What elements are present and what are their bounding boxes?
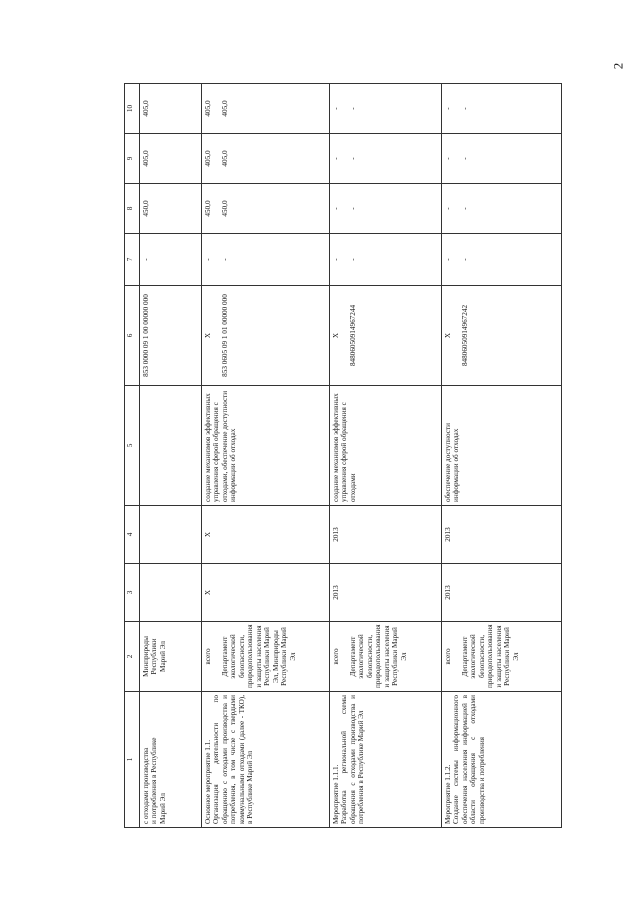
executor-cell: всего Департамент экологической безопасности, природопользования и защиты населения Республики Марий Эл bbox=[442, 622, 562, 692]
measure-name-cell: с отходами производства и потребления в Республике Марий Эл bbox=[140, 692, 202, 828]
column-header: 9 bbox=[125, 134, 140, 184]
executor-cell: всего Департамент экологической безопасности, природопользования и защиты населения Республики Марий Эл bbox=[330, 622, 442, 692]
start-year-cell: X bbox=[202, 564, 330, 622]
measure-name-cell: Основное мероприятие 1.1. Организация деятельности по обращению с отходами производства и потребления, в том числе с твердыми коммунальными отходами (далее - ТКО), в Республике Марий Эл bbox=[202, 692, 330, 828]
value-cell: 405,0 bbox=[140, 134, 202, 184]
expected-result-cell: создание механизмов эффективных управления сферой обращения с отходами bbox=[330, 386, 442, 506]
table-row bbox=[442, 84, 562, 828]
expected-result-cell: обеспечение доступности информации об отходах bbox=[442, 386, 562, 506]
budget-code-cell: X 84806050914967244 bbox=[330, 286, 442, 386]
column-header: 10 bbox=[125, 84, 140, 134]
column-number-row bbox=[125, 84, 140, 828]
start-year-cell: 2013 bbox=[330, 564, 442, 622]
end-year-cell: X bbox=[202, 506, 330, 564]
column-header: 3 bbox=[125, 564, 140, 622]
value-cell: 405,0 405,0 bbox=[202, 84, 330, 134]
executor-cell: всего Департамент экологической безопасности, природопользования и защиты населения Республики Марий Эл, Минприроды Республики Марий Эл bbox=[202, 622, 330, 692]
budget-code-cell: 853 0000 09 1 00 00000 000 bbox=[140, 286, 202, 386]
table-row bbox=[330, 84, 442, 828]
value-cell: 405,0 bbox=[140, 84, 202, 134]
program-table bbox=[124, 83, 562, 828]
table-row bbox=[140, 84, 202, 828]
value-cell: - - bbox=[202, 234, 330, 286]
column-header: 6 bbox=[125, 286, 140, 386]
expected-result-cell: создание механизмов эффективных управления сферой обращения с отходами, обеспечение доступности информации об отходах bbox=[202, 386, 330, 506]
start-year-cell: 2013 bbox=[442, 564, 562, 622]
column-header: 5 bbox=[125, 386, 140, 506]
executor-cell: Минприроды Республики Марий Эл bbox=[140, 622, 202, 692]
measure-name-cell: Мероприятие 1.1.1. Разработка региональной схемы обращения с отходами производства и потребления в Республике Марий Эл bbox=[330, 692, 442, 828]
value-cell: - - bbox=[442, 234, 562, 286]
column-header: 4 bbox=[125, 506, 140, 564]
value-cell: 450,0 450,0 bbox=[202, 184, 330, 234]
value-cell: - - bbox=[442, 184, 562, 234]
column-header: 8 bbox=[125, 184, 140, 234]
rotated-page-content bbox=[124, 84, 639, 828]
expected-result-cell bbox=[140, 386, 202, 506]
column-header: 2 bbox=[125, 622, 140, 692]
column-header: 7 bbox=[125, 234, 140, 286]
value-cell: - - bbox=[330, 234, 442, 286]
measure-name-cell: Мероприятие 1.1.2. Создание системы информационного обеспечения населения информацией в области обращения с отходами производства и потребления bbox=[442, 692, 562, 828]
value-cell: - - bbox=[442, 134, 562, 184]
value-cell: - - bbox=[330, 184, 442, 234]
table-row bbox=[202, 84, 330, 828]
column-header: 1 bbox=[125, 692, 140, 828]
value-cell: 450,0 bbox=[140, 184, 202, 234]
value-cell: - - bbox=[442, 84, 562, 134]
budget-code-cell: X 84806050914967242 bbox=[442, 286, 562, 386]
start-year-cell bbox=[140, 564, 202, 622]
page-number: 2 bbox=[610, 62, 626, 70]
end-year-cell: 2013 bbox=[330, 506, 442, 564]
value-cell: 405,0 405,0 bbox=[202, 134, 330, 184]
end-year-cell bbox=[140, 506, 202, 564]
value-cell: - bbox=[140, 234, 202, 286]
value-cell: - - bbox=[330, 134, 442, 184]
value-cell: - - bbox=[330, 84, 442, 134]
budget-code-cell: X 853 0605 09 1 01 00000 000 bbox=[202, 286, 330, 386]
end-year-cell: 2013 bbox=[442, 506, 562, 564]
